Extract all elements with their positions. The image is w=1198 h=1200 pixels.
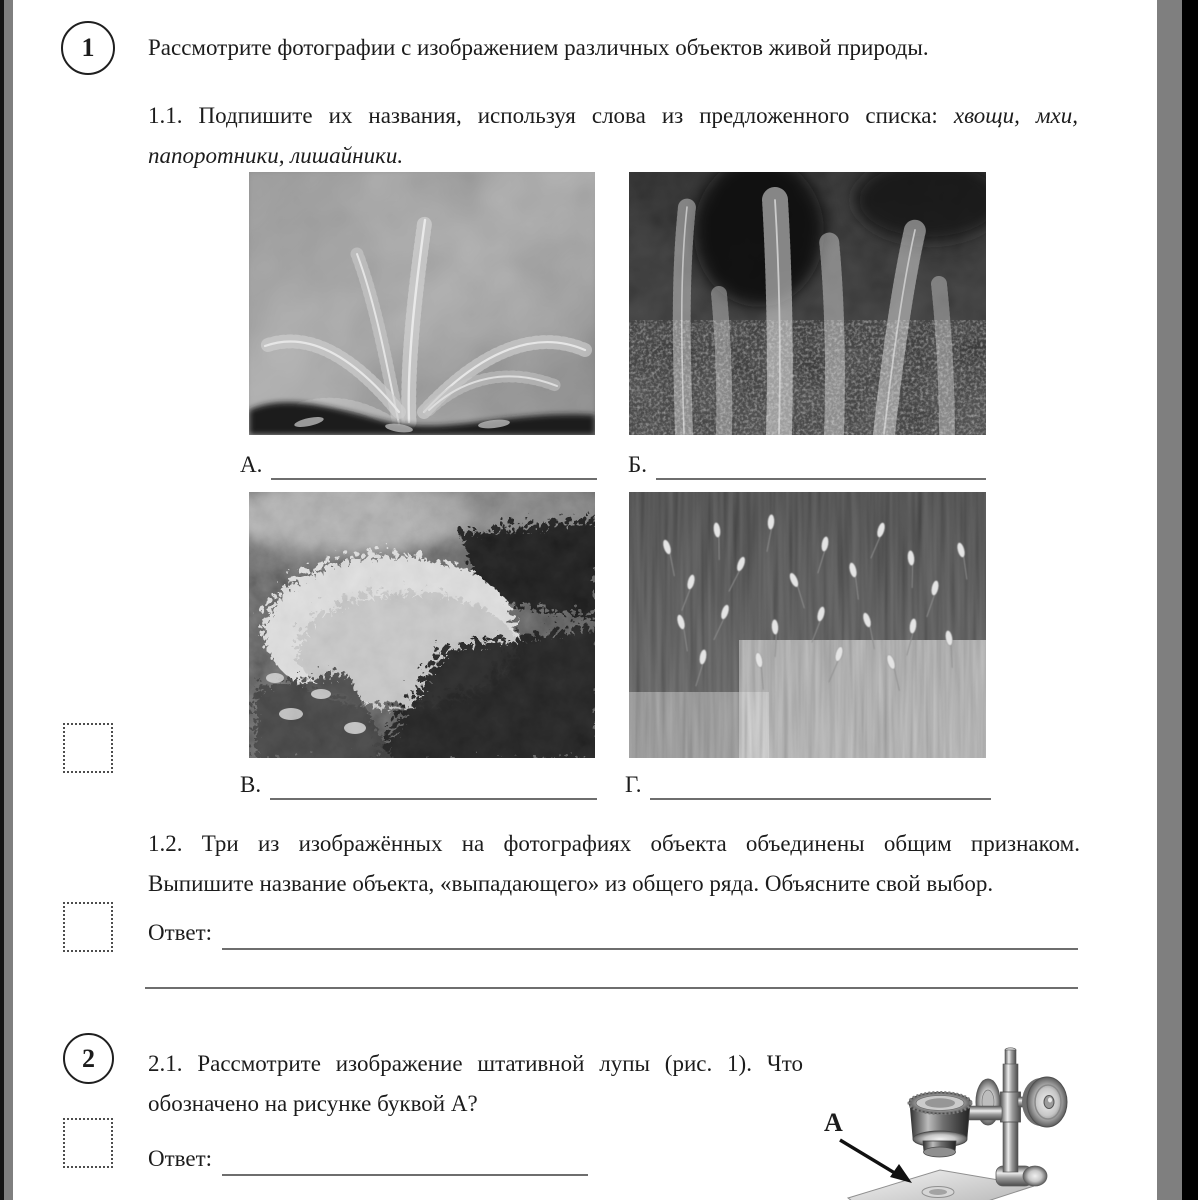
figure-letter-a: А: [824, 1108, 843, 1137]
stand-magnifier-illustration: [820, 1040, 1157, 1200]
answer-label-1-2: Ответ:: [148, 920, 213, 945]
question-1-2-line1: 1.2. Три из изображённых на фотографиях объекта объединены общим признаком.: [148, 831, 1080, 856]
score-checkbox-1[interactable]: [63, 723, 113, 773]
task2-number: 2: [82, 1043, 95, 1073]
question-1-2-line2: Выпишите название объекта, «выпадающего» из общего ряда. Объясните свой выбор.: [148, 871, 994, 896]
answer-line-photo-v[interactable]: [270, 772, 597, 800]
score-checkbox-2[interactable]: [63, 902, 113, 952]
question-2-1-line1: 2.1. Рассмотрите изображение штативной лупы (рис. 1). Что: [148, 1051, 803, 1076]
photo-lichen: [249, 492, 595, 758]
answer-line-photo-b[interactable]: [656, 452, 986, 480]
question-2-1-line2: обозначено на рисунке буквой А?: [148, 1091, 478, 1116]
photo-label-b: [628, 452, 986, 480]
answer-label-2-1: Ответ:: [148, 1146, 213, 1171]
task1-number-badge: [61, 21, 115, 75]
photo-fern: [249, 172, 595, 435]
photo-letter-a: А.: [240, 452, 263, 477]
q11-word-list-part1: хвощи, мхи,: [953, 103, 1079, 128]
task1-intro: Рассмотрите фотографии с изображением различных объектов живой природы.: [148, 35, 929, 60]
answer-line-photo-a[interactable]: [271, 452, 597, 480]
score-checkbox-3[interactable]: [63, 1118, 113, 1168]
task1-number: 1: [81, 33, 95, 62]
stand-magnifier-figure: [820, 1040, 1157, 1200]
photo-label-g: [625, 772, 991, 800]
figure-arrow: [840, 1140, 912, 1183]
q11-word-list-part2: папоротники, лишайники.: [148, 143, 404, 168]
answer-2-1-row: [148, 1146, 588, 1176]
photo-letter-v: В.: [240, 772, 262, 797]
left-edge-gray-strip: [4, 0, 13, 1200]
answer-line-2-1[interactable]: [222, 1146, 588, 1176]
photo-moss: [629, 492, 986, 758]
answer-line-photo-g[interactable]: [650, 772, 991, 800]
photo-letter-g: Г.: [625, 772, 642, 797]
question-1-1-line1: [148, 96, 1078, 136]
question-1-1: [148, 96, 1078, 176]
question-2-1: [148, 1044, 803, 1124]
photo-label-a: [240, 452, 597, 480]
photo-horsetail: [629, 172, 986, 435]
question-1-1-line2: [148, 136, 1078, 176]
q11-text: 1.1. Подпишите их названия, используя слова из предложенного списка:: [148, 103, 938, 128]
answer-1-2-row: [148, 920, 1078, 950]
question-1-2: [148, 824, 1080, 904]
right-edge-black-strip: [1182, 0, 1198, 1200]
answer-line-1-2[interactable]: [222, 920, 1078, 950]
task2-number-badge: [63, 1033, 114, 1084]
photo-label-v: [240, 772, 597, 800]
answer-line-1-2-continued[interactable]: [145, 954, 1078, 989]
photo-letter-b: Б.: [628, 452, 647, 477]
right-edge-gray-strip: [1157, 0, 1182, 1200]
